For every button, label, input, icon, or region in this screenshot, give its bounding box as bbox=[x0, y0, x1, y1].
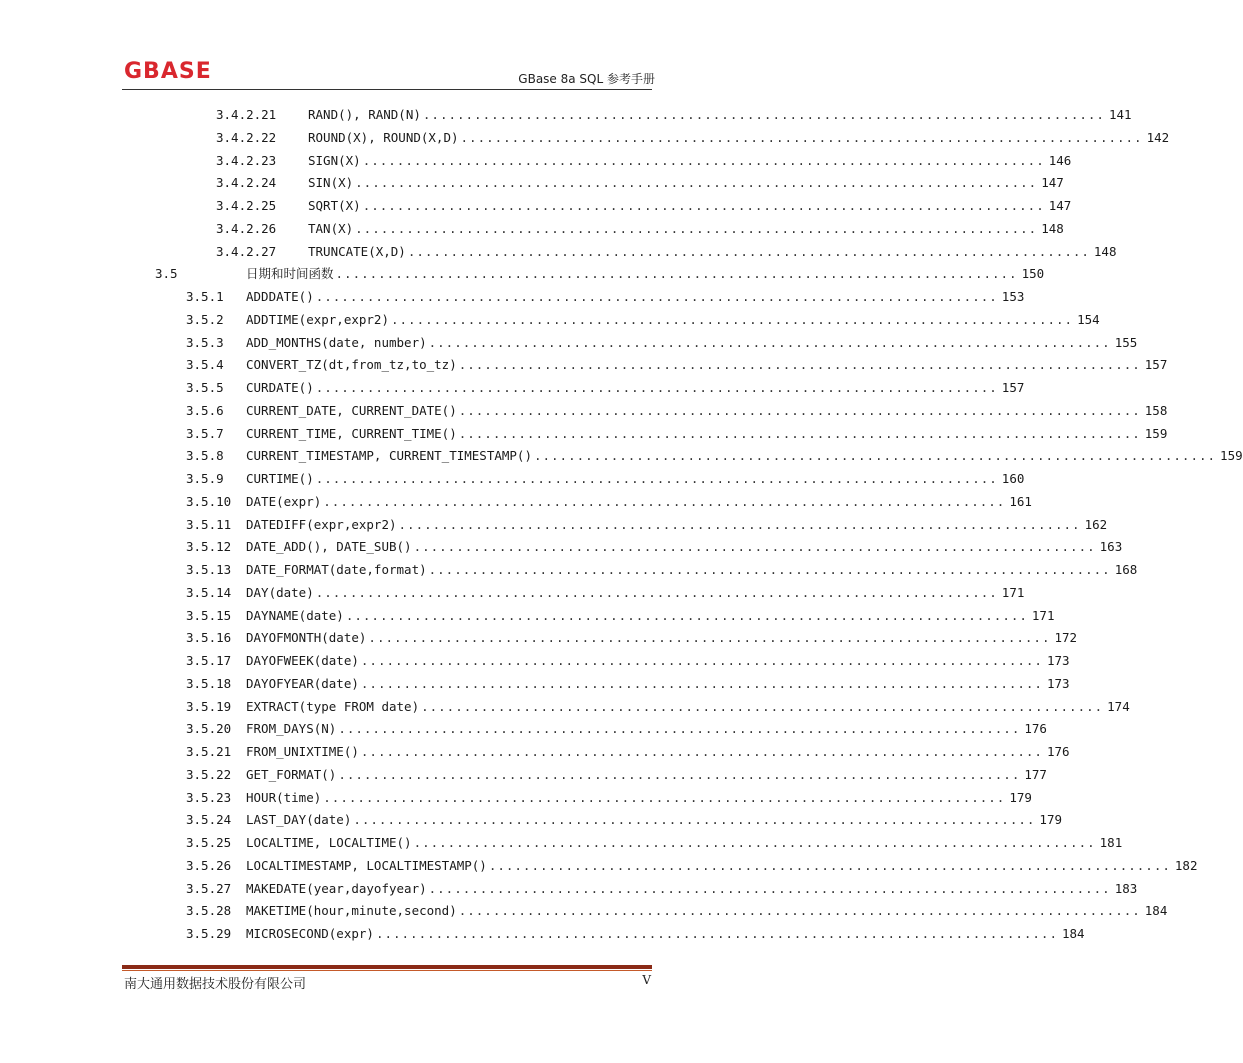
toc-entry[interactable] bbox=[0, 309, 1100, 331]
toc-entry-title: ADDTIME(expr,expr2) bbox=[246, 311, 389, 327]
toc-entry[interactable] bbox=[0, 445, 1243, 467]
toc-entry[interactable] bbox=[0, 787, 1032, 809]
toc-entry-number: 3.5.1 bbox=[186, 289, 224, 304]
toc-entry-title-line bbox=[246, 491, 1032, 513]
toc-dot-leader: ................................................................................ bbox=[315, 289, 998, 304]
toc-entry-page: 174 bbox=[1107, 698, 1130, 714]
toc-entry-title-line bbox=[246, 741, 1070, 763]
toc-entry-title: DATE_ADD(), DATE_SUB() bbox=[246, 539, 412, 555]
toc-dot-leader: ................................................................................ bbox=[458, 425, 1141, 441]
toc-entry[interactable] bbox=[0, 263, 1045, 285]
toc-entry-title: SIN(X) bbox=[308, 175, 354, 191]
toc-entry-title-line bbox=[246, 286, 1025, 308]
toc-entry-title: TRUNCATE(X,D) bbox=[308, 243, 406, 259]
toc-dot-leader: ................................................................................ bbox=[407, 243, 1090, 259]
toc-dot-leader: ................................................................................ bbox=[391, 311, 1074, 327]
toc-entry-title-line bbox=[246, 832, 1123, 854]
toc-entry-number: 3.5.3 bbox=[186, 334, 224, 350]
gbase-logo: GBASE bbox=[124, 59, 212, 84]
toc-entry-title-line bbox=[246, 900, 1168, 922]
toc-entry-page: 150 bbox=[1021, 266, 1045, 282]
toc-entry[interactable] bbox=[0, 627, 1078, 649]
toc-dot-leader: ................................................................................ bbox=[360, 653, 1043, 668]
toc-entry-title: CURDATE() bbox=[246, 380, 314, 395]
toc-entry-title-line bbox=[246, 445, 1243, 467]
toc-entry-number: 3.5.23 bbox=[186, 789, 232, 805]
toc-entry[interactable] bbox=[0, 127, 1170, 149]
toc-entry[interactable] bbox=[0, 923, 1085, 945]
toc-entry-page: 179 bbox=[1009, 789, 1032, 805]
toc-entry-title: EXTRACT(type FROM date) bbox=[246, 698, 420, 714]
toc-entry[interactable] bbox=[0, 514, 1108, 536]
toc-entry-title-line bbox=[246, 718, 1047, 740]
toc-entry-title-line bbox=[308, 150, 1072, 172]
toc-entry-page: 162 bbox=[1084, 516, 1108, 532]
toc-entry-number: 3.4.2.24 bbox=[216, 175, 277, 191]
toc-entry-number: 3.5.17 bbox=[186, 653, 232, 668]
toc-dot-leader: ................................................................................ bbox=[413, 539, 1096, 555]
toc-entry-page: 158 bbox=[1144, 402, 1168, 418]
page-number: V bbox=[642, 973, 651, 987]
toc-entry-title: ADD_MONTHS(date, number) bbox=[246, 334, 427, 350]
toc-entry[interactable] bbox=[0, 741, 1070, 763]
toc-entry-title-line bbox=[246, 673, 1070, 695]
toc-entry-number: 3.5.26 bbox=[186, 857, 232, 873]
toc-dot-leader: ................................................................................ bbox=[323, 493, 1006, 509]
toc-entry-page: 171 bbox=[1001, 584, 1025, 600]
toc-entry-title: DATE(expr) bbox=[246, 493, 322, 509]
toc-entry-number: 3.4.2.23 bbox=[216, 152, 277, 168]
toc-entry-title: DATEDIFF(expr,expr2) bbox=[246, 516, 397, 532]
toc-entry-title: ROUND(X), ROUND(X,D) bbox=[308, 129, 459, 145]
toc-dot-leader: ................................................................................ bbox=[362, 152, 1045, 168]
footer-divider-thin bbox=[122, 970, 652, 971]
toc-dot-leader: ................................................................................ bbox=[428, 334, 1111, 350]
toc-entry-page: 153 bbox=[1001, 289, 1025, 304]
toc-entry-title-line bbox=[246, 263, 1045, 285]
toc-entry-number: 3.5.24 bbox=[186, 812, 232, 828]
toc-entry-title-line bbox=[246, 423, 1168, 445]
toc-dot-leader: ................................................................................ bbox=[355, 220, 1038, 236]
toc-entry-number: 3.5.2 bbox=[186, 311, 224, 327]
toc-entry[interactable] bbox=[0, 332, 1138, 354]
toc-entry-title-line bbox=[246, 855, 1198, 877]
toc-entry-title: CURRENT_TIME, CURRENT_TIME() bbox=[246, 425, 457, 441]
toc-entry-title-line bbox=[246, 514, 1108, 536]
toc-entry-number: 3.4.2.26 bbox=[216, 220, 277, 236]
footer-company: 南大通用数据技术股份有限公司 bbox=[124, 977, 307, 992]
toc-entry-title-line bbox=[246, 309, 1100, 331]
toc-entry-number: 3.5.14 bbox=[186, 584, 232, 600]
toc-dot-leader: ................................................................................ bbox=[360, 744, 1043, 759]
toc-entry[interactable] bbox=[0, 150, 1072, 172]
toc-entry[interactable] bbox=[0, 673, 1070, 695]
toc-entry[interactable] bbox=[0, 536, 1123, 558]
toc-entry-title: CURRENT_DATE, CURRENT_DATE() bbox=[246, 402, 457, 418]
toc-entry[interactable] bbox=[0, 377, 1025, 399]
toc-entry-page: 155 bbox=[1114, 334, 1138, 350]
footer-divider bbox=[122, 965, 652, 969]
toc-entry-number: 3.5.12 bbox=[186, 539, 232, 555]
toc-entry-title-line bbox=[246, 787, 1032, 809]
toc-entry-title: LOCALTIME, LOCALTIME() bbox=[246, 835, 412, 850]
toc-entry[interactable] bbox=[0, 104, 1132, 126]
toc-entry-number: 3.5.21 bbox=[186, 744, 232, 759]
toc-entry[interactable] bbox=[0, 855, 1198, 877]
toc-entry-number: 3.5.11 bbox=[186, 516, 232, 532]
toc-entry-title: DAY(date) bbox=[246, 584, 314, 600]
toc-entry-title-line bbox=[246, 650, 1070, 672]
toc-entry-page: 157 bbox=[1001, 380, 1025, 395]
toc-entry-title-line bbox=[308, 172, 1064, 194]
toc-entry-title: CONVERT_TZ(dt,from_tz,to_tz) bbox=[246, 357, 457, 373]
toc-entry[interactable] bbox=[0, 423, 1168, 445]
toc-entry[interactable] bbox=[0, 400, 1168, 422]
toc-entry-title-line bbox=[246, 764, 1047, 786]
toc-entry-title-line bbox=[246, 582, 1025, 604]
toc-entry-number: 3.5.16 bbox=[186, 630, 232, 646]
toc-entry-number: 3.4.2.21 bbox=[216, 107, 277, 122]
toc-entry-number: 3.5.4 bbox=[186, 357, 224, 373]
toc-entry-page: 161 bbox=[1009, 493, 1032, 509]
toc-entry-title: MAKEDATE(year,dayofyear) bbox=[246, 880, 427, 896]
toc-entry-title: ADDDATE() bbox=[246, 289, 314, 304]
toc-dot-leader: ................................................................................ bbox=[428, 562, 1111, 577]
toc-entry-number: 3.5.6 bbox=[186, 402, 224, 418]
toc-entry-page: 179 bbox=[1039, 812, 1062, 828]
toc-dot-leader: ................................................................................ bbox=[355, 175, 1038, 191]
toc-entry-title-line bbox=[246, 923, 1085, 945]
toc-entry-page: 168 bbox=[1114, 562, 1138, 577]
toc-entry[interactable] bbox=[0, 696, 1130, 718]
toc-dot-leader: ................................................................................ bbox=[338, 766, 1021, 782]
toc-entry-page: 182 bbox=[1174, 857, 1198, 873]
toc-entry-page: 154 bbox=[1077, 311, 1100, 327]
toc-entry[interactable] bbox=[0, 195, 1072, 217]
toc-entry-title: DAYOFWEEK(date) bbox=[246, 653, 359, 668]
toc-entry[interactable] bbox=[0, 468, 1025, 490]
toc-entry-number: 3.5.27 bbox=[186, 880, 232, 896]
toc-entry[interactable] bbox=[0, 172, 1064, 194]
toc-entry-title: SIGN(X) bbox=[308, 152, 361, 168]
toc-entry-number: 3.5.5 bbox=[186, 380, 224, 395]
toc-dot-leader: ................................................................................ bbox=[460, 129, 1143, 145]
toc-dot-leader: ................................................................................ bbox=[315, 584, 998, 600]
toc-entry-title: MICROSECOND(expr) bbox=[246, 926, 374, 941]
toc-dot-leader: ................................................................................ bbox=[488, 857, 1171, 873]
toc-dot-leader: ................................................................................ bbox=[362, 198, 1045, 213]
toc-entry-page: 181 bbox=[1099, 835, 1123, 850]
toc-entry[interactable] bbox=[0, 878, 1138, 900]
toc-entry-page: 163 bbox=[1099, 539, 1123, 555]
toc-entry-page: 176 bbox=[1046, 744, 1070, 759]
toc-dot-leader: ................................................................................ bbox=[315, 471, 998, 486]
toc-entry[interactable] bbox=[0, 559, 1138, 581]
toc-dot-leader: ................................................................................ bbox=[533, 448, 1217, 464]
header-divider bbox=[122, 89, 652, 90]
toc-dot-leader: ................................................................................ bbox=[413, 835, 1096, 850]
toc-entry-title-line bbox=[308, 195, 1072, 217]
toc-dot-leader: ................................................................................ bbox=[335, 266, 1018, 282]
toc-entry-number: 3.5.10 bbox=[186, 493, 232, 509]
toc-dot-leader: ................................................................................ bbox=[338, 721, 1021, 737]
toc-entry-page: 184 bbox=[1062, 926, 1085, 941]
toc-entry-title: DATE_FORMAT(date,format) bbox=[246, 562, 427, 577]
toc-entry-page: 171 bbox=[1031, 607, 1055, 623]
toc-entry[interactable] bbox=[0, 900, 1168, 922]
toc-entry-title: FROM_UNIXTIME() bbox=[246, 744, 359, 759]
toc-entry-title-line bbox=[246, 878, 1138, 900]
toc-entry[interactable] bbox=[0, 650, 1070, 672]
toc-entry-title-line bbox=[246, 400, 1168, 422]
toc-entry-title-line bbox=[246, 536, 1123, 558]
toc-entry-page: 148 bbox=[1041, 220, 1064, 236]
toc-entry-number: 3.4.2.25 bbox=[216, 198, 277, 213]
toc-entry[interactable] bbox=[0, 605, 1055, 627]
toc-dot-leader: ................................................................................ bbox=[458, 903, 1141, 919]
toc-entry-page: 146 bbox=[1048, 152, 1072, 168]
toc-entry-page: 147 bbox=[1048, 198, 1072, 213]
toc-entry-title-line bbox=[308, 218, 1064, 240]
toc-entry-page: 147 bbox=[1041, 175, 1064, 191]
toc-entry-page: 176 bbox=[1024, 721, 1047, 737]
toc-entry-number: 3.5 bbox=[155, 266, 178, 282]
toc-entry[interactable] bbox=[0, 286, 1025, 308]
toc-entry-number: 3.5.18 bbox=[186, 675, 232, 691]
toc-entry-number: 3.5.8 bbox=[186, 448, 224, 464]
toc-dot-leader: ................................................................................ bbox=[421, 698, 1104, 714]
toc-entry[interactable] bbox=[0, 491, 1032, 513]
toc-entry-number: 3.5.13 bbox=[186, 562, 232, 577]
toc-entry-number: 3.5.15 bbox=[186, 607, 232, 623]
toc-entry-page: 173 bbox=[1046, 675, 1070, 691]
toc-dot-leader: ................................................................................ bbox=[323, 789, 1006, 805]
toc-entry[interactable] bbox=[0, 582, 1025, 604]
toc-dot-leader: ................................................................................ bbox=[368, 630, 1051, 646]
toc-entry-title: MAKETIME(hour,minute,second) bbox=[246, 903, 457, 919]
toc-entry-title: SQRT(X) bbox=[308, 198, 361, 213]
toc-entry-page: 160 bbox=[1001, 471, 1025, 486]
toc-entry-title-line bbox=[246, 377, 1025, 399]
toc-entry-title: 日期和时间函数 bbox=[246, 266, 334, 282]
toc-entry-number: 3.4.2.22 bbox=[216, 129, 277, 145]
toc-entry-title-line bbox=[246, 559, 1138, 581]
toc-entry[interactable] bbox=[0, 809, 1062, 831]
toc-entry[interactable] bbox=[0, 354, 1168, 376]
toc-dot-leader: ................................................................................ bbox=[353, 812, 1036, 828]
toc-entry-title-line bbox=[246, 627, 1078, 649]
toc-entry-page: 148 bbox=[1093, 243, 1117, 259]
toc-entry-title: GET_FORMAT() bbox=[246, 766, 337, 782]
toc-entry-title-line bbox=[246, 468, 1025, 490]
toc-entry-title: LAST_DAY(date) bbox=[246, 812, 352, 828]
toc-entry-page: 177 bbox=[1024, 766, 1047, 782]
toc-entry-title: DAYOFYEAR(date) bbox=[246, 675, 359, 691]
toc-dot-leader: ................................................................................ bbox=[315, 380, 998, 395]
toc-entry-page: 159 bbox=[1144, 425, 1168, 441]
toc-entry-title: CURRENT_TIMESTAMP, CURRENT_TIMESTAMP() bbox=[246, 448, 532, 464]
toc-dot-leader: ................................................................................ bbox=[345, 607, 1028, 623]
toc-entry-title: RAND(), RAND(N) bbox=[308, 107, 421, 122]
toc-dot-leader: ................................................................................ bbox=[360, 675, 1043, 691]
toc-entry-number: 3.5.20 bbox=[186, 721, 232, 737]
toc-dot-leader: ................................................................................ bbox=[428, 880, 1111, 896]
toc-dot-leader: ................................................................................ bbox=[458, 357, 1141, 373]
toc-entry-title-line bbox=[246, 809, 1062, 831]
toc-entry-title: HOUR(time) bbox=[246, 789, 322, 805]
toc-entry-page: 141 bbox=[1108, 107, 1132, 122]
toc-entry-title-line bbox=[308, 241, 1117, 263]
toc-entry-number: 3.5.29 bbox=[186, 926, 232, 941]
toc-entry-number: 3.5.22 bbox=[186, 766, 232, 782]
toc-entry-title: DAYNAME(date) bbox=[246, 607, 344, 623]
toc-dot-leader: ................................................................................ bbox=[422, 107, 1105, 122]
toc-entry-title-line bbox=[246, 332, 1138, 354]
toc-entry-page: 173 bbox=[1046, 653, 1070, 668]
toc-entry-title-line bbox=[246, 354, 1168, 376]
toc-entry-title: TAN(X) bbox=[308, 220, 354, 236]
toc-entry-page: 159 bbox=[1220, 448, 1243, 464]
toc-entry-number: 3.5.7 bbox=[186, 425, 224, 441]
toc-entry[interactable] bbox=[0, 218, 1064, 240]
toc-entry-number: 3.4.2.27 bbox=[216, 243, 277, 259]
toc-entry-page: 183 bbox=[1114, 880, 1138, 896]
toc-entry-page: 142 bbox=[1146, 129, 1170, 145]
toc-entry-page: 172 bbox=[1054, 630, 1078, 646]
toc-entry-number: 3.5.9 bbox=[186, 471, 224, 486]
toc-entry-title-line bbox=[246, 605, 1055, 627]
toc-entry[interactable] bbox=[0, 241, 1117, 263]
toc-entry-number: 3.5.25 bbox=[186, 835, 232, 850]
toc-dot-leader: ................................................................................ bbox=[398, 516, 1081, 532]
toc-entry[interactable] bbox=[0, 832, 1123, 854]
toc-entry-title: CURTIME() bbox=[246, 471, 314, 486]
toc-entry-title-line bbox=[246, 696, 1130, 718]
toc-entry[interactable] bbox=[0, 718, 1047, 740]
toc-entry-number: 3.5.19 bbox=[186, 698, 232, 714]
toc-entry-title: FROM_DAYS(N) bbox=[246, 721, 337, 737]
toc-entry-number: 3.5.28 bbox=[186, 903, 232, 919]
toc-entry-page: 157 bbox=[1144, 357, 1168, 373]
toc-entry-title: DAYOFMONTH(date) bbox=[246, 630, 367, 646]
toc-entry-title-line bbox=[308, 127, 1170, 149]
document-title: GBase 8a SQL 参考手册 bbox=[518, 72, 655, 86]
toc-entry[interactable] bbox=[0, 764, 1047, 786]
toc-entry-title: LOCALTIMESTAMP, LOCALTIMESTAMP() bbox=[246, 857, 487, 873]
toc-dot-leader: ................................................................................ bbox=[458, 402, 1141, 418]
toc-entry-title-line bbox=[308, 104, 1132, 126]
toc-dot-leader: ................................................................................ bbox=[375, 926, 1058, 941]
toc-entry-page: 184 bbox=[1144, 903, 1168, 919]
